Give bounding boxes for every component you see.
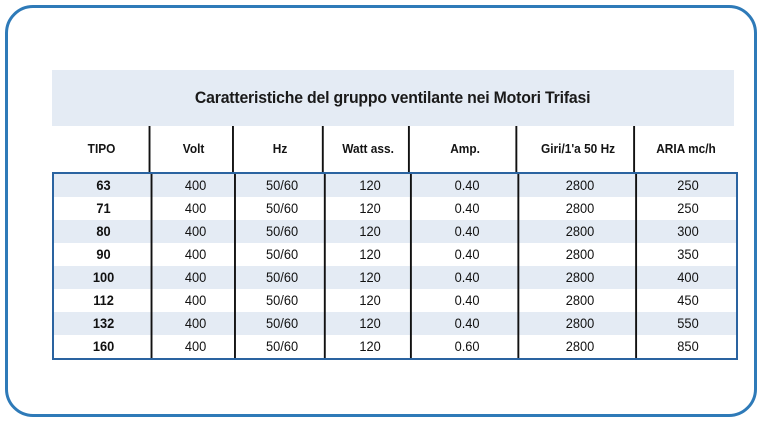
table-header-row [52,126,734,172]
table-row [54,197,736,220]
table-cell: 50/60 [240,335,326,358]
table-cell: 400 [157,289,236,312]
column-header: Hz [238,126,324,172]
column-header: TIPO [55,126,151,172]
table-cell: 0.40 [417,197,520,220]
table-cell: 120 [330,266,412,289]
table-cell: 250 [677,201,699,216]
table-row [54,220,736,243]
table-cell: 350 [677,247,699,262]
table-cell: 400 [157,312,236,335]
table-title-band [52,70,734,126]
table-cell: 0.40 [417,312,520,335]
table-row [54,312,736,335]
column-header: Volt [155,126,234,172]
table-cell: 2800 [525,312,637,335]
cell-tipo: 71 [57,197,153,220]
table-cell: 400 [677,270,699,285]
table-cell: 400 [157,197,236,220]
table-cell: 400 [157,243,236,266]
table-row [54,335,736,358]
table-cell: 120 [330,174,412,197]
table-cell: 2800 [525,243,637,266]
table-cell: 400 [157,266,236,289]
column-header: Watt ass. [328,126,410,172]
table-cell: 120 [330,312,412,335]
table-cell: 50/60 [240,197,326,220]
table-cell: 50/60 [240,174,326,197]
specification-table [52,70,734,360]
table-cell: 120 [330,335,412,358]
cell-tipo: 160 [57,335,153,358]
table-cell: 0.40 [417,289,520,312]
table-row [54,289,736,312]
table-cell: 50/60 [240,312,326,335]
table-row [54,243,736,266]
table-body [52,172,738,360]
table-cell: 50/60 [240,220,326,243]
column-header: Amp. [415,126,518,172]
table-cell: 2800 [525,220,637,243]
table-cell: 2800 [525,266,637,289]
table-cell: 50/60 [240,289,326,312]
table-row [54,266,736,289]
table-cell: 2800 [525,335,637,358]
cell-tipo: 90 [57,243,153,266]
table-cell: 0.60 [417,335,520,358]
table-cell: 0.40 [417,266,520,289]
table-cell: 120 [330,243,412,266]
table-cell: 0.40 [417,220,520,243]
column-header: ARIA mc/h [656,142,716,156]
cell-tipo: 132 [57,312,153,335]
table-cell: 0.40 [417,243,520,266]
outer-frame [5,5,757,417]
table-cell: 2800 [525,289,637,312]
table-row [54,174,736,197]
cell-tipo: 63 [57,174,153,197]
column-header: Giri/1'a 50 Hz [523,126,635,172]
cell-tipo: 100 [57,266,153,289]
table-cell: 50/60 [240,266,326,289]
table-cell: 400 [157,174,236,197]
table-cell: 2800 [525,197,637,220]
table-cell: 300 [677,224,699,239]
table-cell: 0.40 [417,174,520,197]
cell-tipo: 80 [57,220,153,243]
table-cell: 50/60 [240,243,326,266]
table-title: Caratteristiche del gruppo ventilante nei Motori Trifasi [195,88,591,107]
table-cell: 120 [330,220,412,243]
table-cell: 400 [157,220,236,243]
table-cell: 450 [677,293,699,308]
table-cell: 2800 [525,174,637,197]
cell-tipo: 112 [57,289,153,312]
table-cell: 120 [330,197,412,220]
table-cell: 250 [677,178,699,193]
table-cell: 550 [677,316,699,331]
table-cell: 850 [677,339,699,354]
table-cell: 120 [330,289,412,312]
table-cell: 400 [157,335,236,358]
